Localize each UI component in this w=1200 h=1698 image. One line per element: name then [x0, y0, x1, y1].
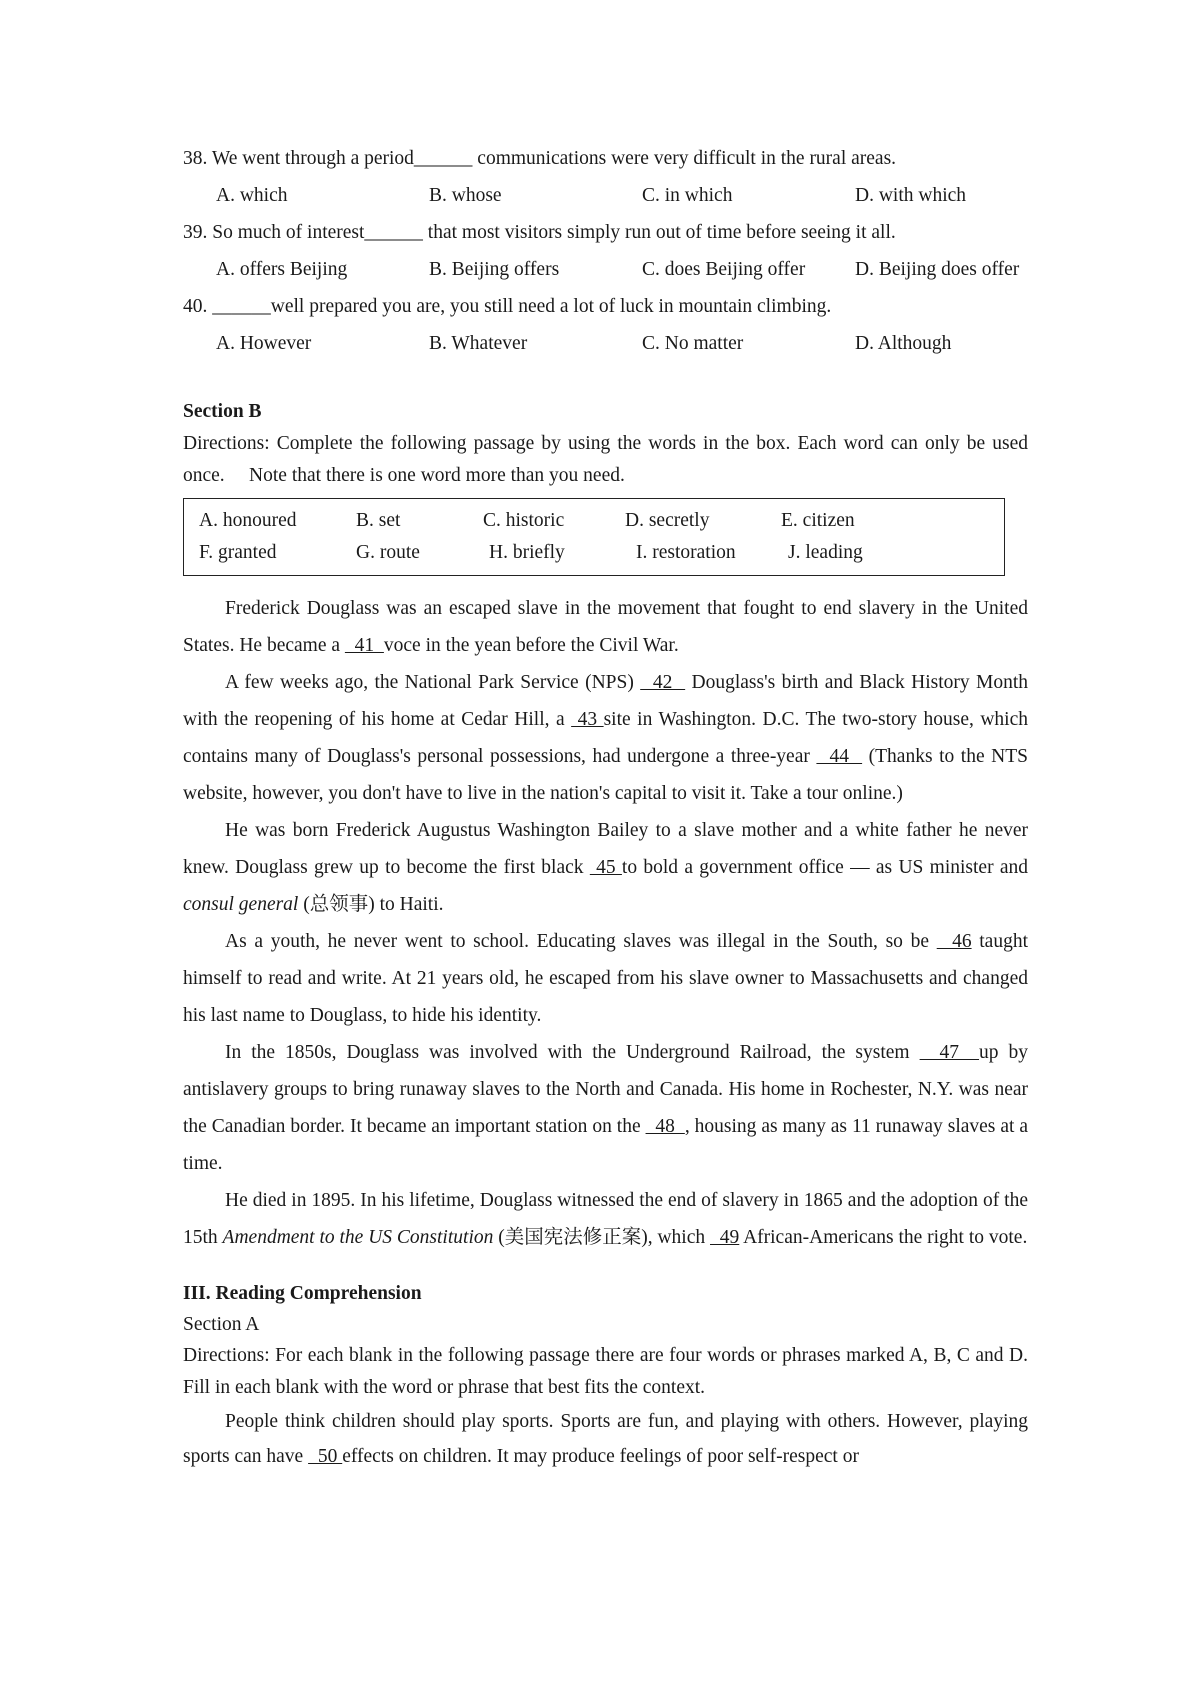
passage-text: , housing as many as 11 runaway slaves at a time.	[183, 1116, 1028, 1174]
word-option: F. granted	[199, 542, 277, 563]
question-39-options	[183, 251, 1028, 288]
passage-text: taught himself to read and write. At 21 years old, he escaped from his slave owner to Massachusetts and changed his last name to Douglass, to hide his identity.	[183, 931, 1029, 1026]
question-38-stem: 38. We went through a period______ communications were very difficult in the rural areas.	[183, 148, 897, 169]
section-b-directions: Directions: Complete the following passage by using the words in the box. Each word can only be used once. Note that there is one word more than you need.	[183, 433, 1028, 486]
passage-text: He was born Frederick Augustus Washington Bailey to a slave mother and a white father he never knew. Douglass grew up to become the first black	[183, 820, 1028, 878]
passage-text: (总领事) to Haiti.	[298, 894, 444, 915]
passage-text: to bold a government office — as US minister and	[621, 857, 1029, 878]
blank-45[interactable]: 45	[589, 857, 622, 878]
passage-text: voce in the yean before the Civil War.	[383, 635, 679, 656]
section-b-title: Section B	[183, 401, 262, 422]
word-box-row-1	[184, 505, 1004, 537]
option-a: A. However	[216, 333, 312, 354]
italic-term: consul general	[183, 894, 299, 915]
word-option: J. leading	[788, 542, 863, 563]
option-c: C. does Beijing offer	[642, 259, 806, 280]
option-b: B. Beijing offers	[429, 259, 560, 280]
passage-text: As a youth, he never went to school. Educating slaves was illegal in the South, so be	[225, 931, 937, 952]
question-39-stem: 39. So much of interest______ that most visitors simply run out of time before seeing it all.	[183, 222, 896, 243]
part-three-title: III. Reading Comprehension	[183, 1283, 422, 1304]
passage-text: Frederick Douglass was an escaped slave in the movement that fought to end slavery in the United States. He became a	[183, 598, 1028, 656]
word-option: C. historic	[483, 510, 565, 531]
blank-41[interactable]: 41	[344, 635, 384, 656]
question-40-stem: 40. ______well prepared you are, you still need a lot of luck in mountain climbing.	[183, 296, 832, 317]
passage-text: up by antislavery groups to bring runaway slaves to the North and Canada. His home in Rochester, N.Y. was near the Canadian border. It became an important station on the	[183, 1042, 1029, 1137]
passage-paragraph-1	[183, 590, 1028, 664]
word-option: D. secretly	[625, 510, 710, 531]
section-a-title: Section A	[183, 1314, 260, 1335]
section-a-directions: Directions: For each blank in the following passage there are four words or phrases marked A, B, C and D. Fill in each blank with the word or phrase that best fits the context.	[183, 1345, 1053, 1398]
option-d: D. Although	[855, 333, 952, 354]
blank-42[interactable]: 42	[640, 672, 686, 693]
passage-paragraph-4	[183, 923, 1028, 1034]
word-option: I. restoration	[636, 542, 736, 563]
reading-paragraph-1	[183, 1404, 1028, 1474]
passage-text: A few weeks ago, the National Park Service (NPS)	[225, 672, 641, 693]
passage-paragraph-5	[183, 1034, 1028, 1182]
question-38-options	[183, 177, 1028, 214]
option-d: D. Beijing does offer	[855, 259, 1020, 280]
blank-44[interactable]: 44	[816, 746, 863, 767]
option-d: D. with which	[855, 185, 967, 206]
passage-paragraph-3	[183, 812, 1028, 923]
question-40-options	[183, 325, 1028, 362]
blank-47[interactable]: 47	[919, 1042, 980, 1063]
worksheet-page	[183, 140, 1053, 1474]
passage-text: (Thanks to the NTS website, however, you don't have to live in the nation's capital to visit it. Take a tour online.)	[183, 746, 1029, 804]
passage-text: effects on children. It may produce feelings of poor self-respect or	[342, 1446, 859, 1467]
passage-text: (美国宪法修正案), which	[493, 1227, 711, 1248]
passage-text: In the 1850s, Douglass was involved with the Underground Railroad, the system	[225, 1042, 920, 1063]
word-option: E. citizen	[781, 510, 855, 531]
word-box	[183, 498, 1005, 576]
blank-50[interactable]: 50	[308, 1446, 343, 1467]
passage-text: He died in 1895. In his lifetime, Douglass witnessed the end of slavery in 1865 and the adoption of the 15th	[183, 1190, 1028, 1248]
option-b: B. Whatever	[429, 333, 528, 354]
passage-paragraph-6	[183, 1182, 1028, 1256]
option-a: A. which	[216, 185, 288, 206]
word-option: A. honoured	[199, 510, 297, 531]
word-option: G. route	[356, 542, 420, 563]
blank-46[interactable]: 46	[936, 931, 972, 952]
word-option: B. set	[356, 510, 401, 531]
option-a: A. offers Beijing	[216, 259, 348, 280]
blank-48[interactable]: 48	[645, 1116, 685, 1137]
blank-49[interactable]: 49	[710, 1227, 740, 1248]
passage-text: Douglass's birth and Black History Month with the reopening of his home at Cedar Hill, a	[183, 672, 1028, 730]
option-c: C. in which	[642, 185, 733, 206]
word-option: H. briefly	[489, 542, 565, 563]
blank-43[interactable]: 43	[571, 709, 604, 730]
option-b: B. whose	[429, 185, 502, 206]
passage-text: African-Americans the right to vote.	[739, 1227, 1028, 1248]
passage-text: site in Washington. D.C. The two-story house, which contains many of Douglass's personal possessions, had undergone a three-year	[183, 709, 1028, 767]
passage-paragraph-2	[183, 664, 1028, 812]
italic-term: Amendment to the US Constitution	[222, 1227, 494, 1248]
option-c: C. No matter	[642, 333, 744, 354]
passage-text: People think children should play sports. Sports are fun, and playing with others. However, playing sports can have	[183, 1411, 1028, 1467]
word-box-row-2	[184, 537, 1004, 569]
